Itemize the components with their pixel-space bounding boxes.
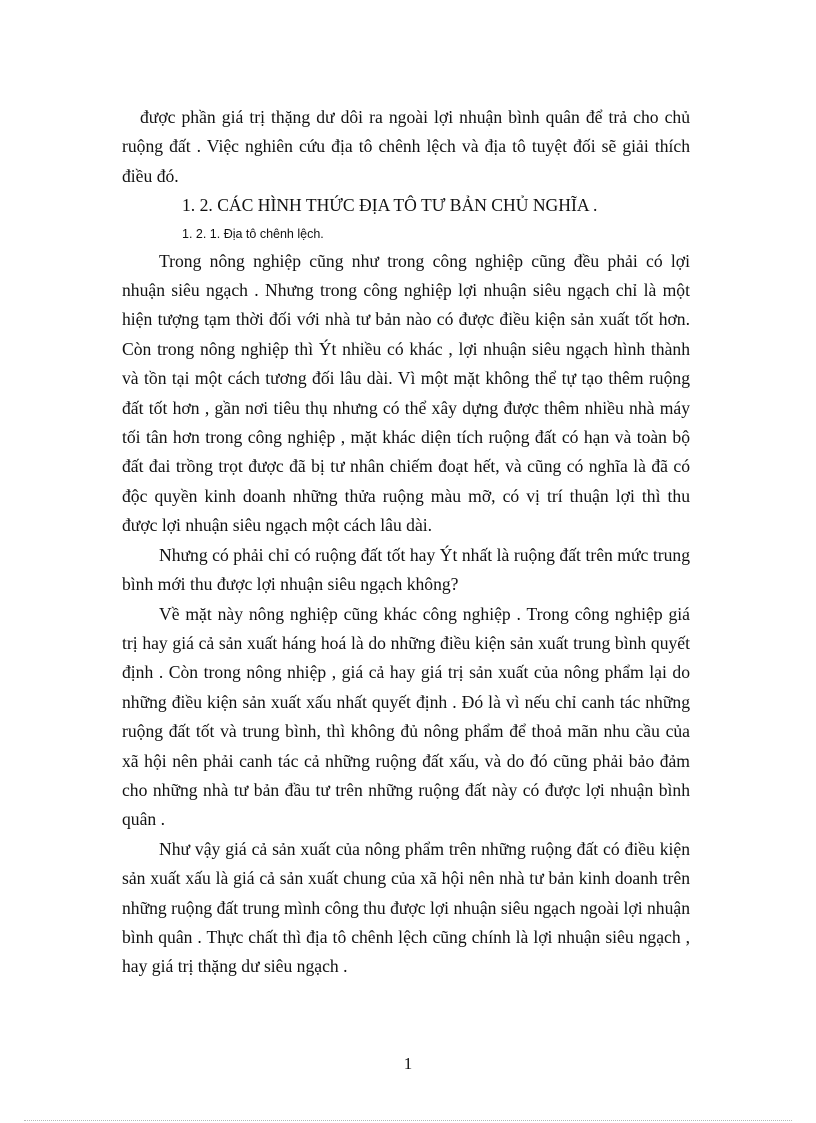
body-paragraph-1: Trong nông nghiệp cũng như trong công nghiệp cũng đều phải có lợi nhuận siêu ngạch . Nhưng trong công nghiệp lợi nhuận siêu ngạch chỉ là một hiện tượng tạm thời đối với nhà tư bản nào có được điều kiện sản xuất tốt hơn. Còn trong nông nghiệp thì Ýt nhiều có khác , lợi nhuận siêu ngạch hình thành và tồn tại một cách tương đối lâu dài. Vì một mặt không thể tự tạo thêm ruộng đất tốt hơn , gần nơi tiêu thụ nhưng có thể xây dựng được thêm nhiều nhà máy tối tân hơn trong công nghiệp , mặt khác diện tích ruộng đất có hạn và toàn bộ đất đai trồng trọt được đã bị tư nhân chiếm đoạt hết, và cũng có nghĩa là đã có độc quyền kinh doanh những thửa ruộng màu mỡ, có vị trí thuận lợi thì thu được lợi nhuận siêu ngạch một cách lâu dài. bbox=[122, 250, 690, 536]
body-paragraph-4: Như vậy giá cả sản xuất của nông phẩm trên những ruộng đất có điều kiện sản xuất xấu là giá cả sản xuất chung của xã hội nên nhà tư bản kinh doanh trên những ruộng đất trung mình công thu được lợi nhuận siêu ngạch ngoài lợi nhuận bình quân . Thực chất thì địa tô chênh lệch cũng chính là lợi nhuận siêu ngạch , hay giá trị thặng dư siêu ngạch . bbox=[122, 838, 690, 977]
body-paragraph-3: Về mặt này nông nghiệp cũng khác công nghiệp . Trong công nghiệp giá trị hay giá cả sản xuất háng hoá là do những điều kiện sản xuất trung bình quyết định . Còn trong nông nhiệp , giá cả hay giá trị sản xuất của nông phẩm lại do những điều kiện sản xuất xấu nhất quyết định . Đó là vì nếu chỉ canh tác những ruộng đất tốt và trung bình, thì không đủ nông phẩm để thoả mãn nhu cầu của xã hội nên phải canh tác cả những ruộng đất xấu, và do đó cũng phải bảo đảm cho những nhà tư bản đầu tư trên những ruộng đất này có được lợi nhuận bình quân . bbox=[122, 603, 690, 830]
page-number: 1 bbox=[403, 1054, 413, 1073]
body-paragraph-2: Nhưng có phải chỉ có ruộng đất tốt hay Ýt nhất là ruộng đất trên mức trung bình mới thu được lợi nhuận siêu ngạch không? bbox=[122, 544, 690, 595]
paragraph-continuation: được phần giá trị thặng dư dôi ra ngoài lợi nhuận bình quân để trả cho chủ ruộng đất . Việc nghiên cứu địa tô chênh lệch và địa tô tuyệt đối sẽ giải thích điều đó. bbox=[122, 107, 690, 186]
footer-divider bbox=[24, 1120, 792, 1121]
section-heading: 1. 2. CÁC HÌNH THỨC ĐỊA TÔ TƯ BẢN CHỦ NGHĨA . bbox=[182, 195, 598, 216]
page-content bbox=[122, 103, 690, 982]
subsection-heading: 1. 2. 1. Địa tô chênh lệch. bbox=[182, 226, 324, 241]
